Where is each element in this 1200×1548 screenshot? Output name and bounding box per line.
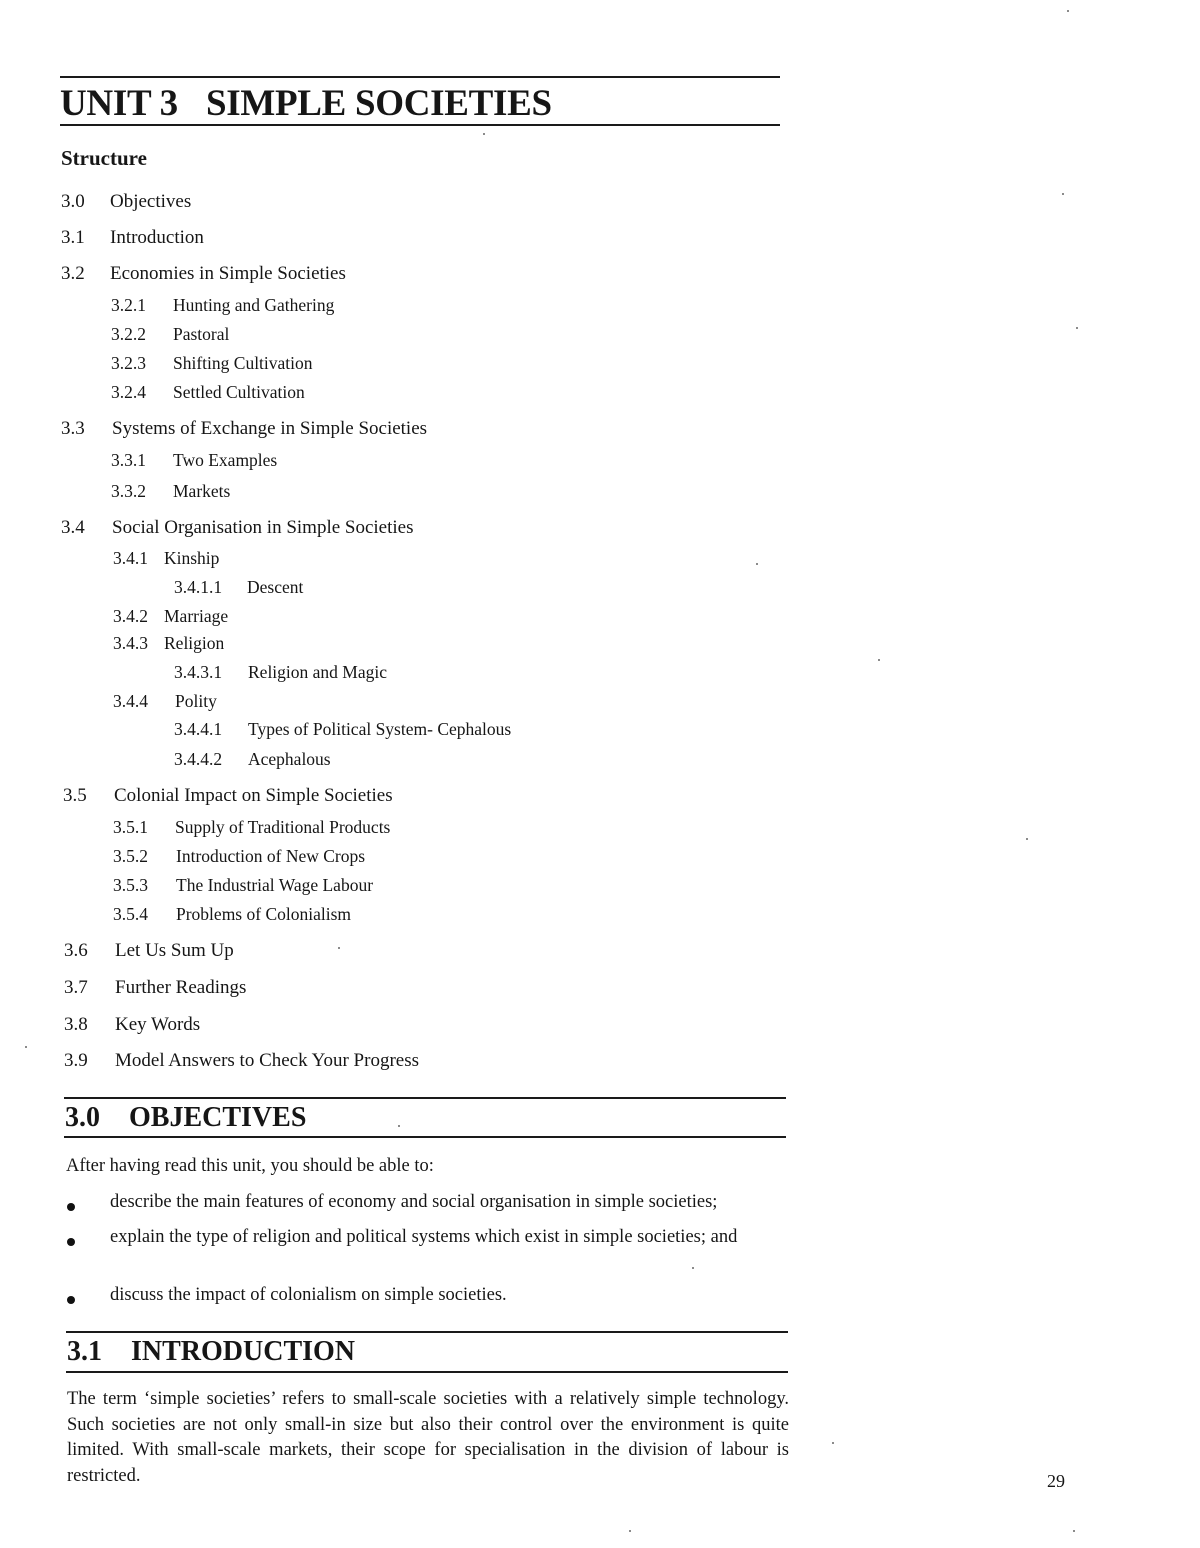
toc-number: 3.4.4.2 [174, 749, 223, 769]
bullet-icon [67, 1296, 75, 1304]
objectives-bullet: describe the main features of economy and social organisation in simple societies; [110, 1192, 718, 1212]
introduction-bottom-rule [66, 1371, 788, 1373]
toc-number: 3.3 [61, 418, 85, 439]
toc-number: 3.4.3.1 [174, 662, 223, 682]
toc-number: 3.2.1 [111, 295, 146, 315]
bullet-icon [67, 1203, 75, 1211]
toc-number: 3.2.4 [111, 382, 146, 402]
objectives-top-rule [64, 1097, 786, 1099]
toc-label: Social Organisation in Simple Societies [112, 517, 414, 538]
toc-number: 3.6 [64, 940, 88, 961]
toc-label: Shifting Cultivation [173, 353, 313, 373]
objectives-title: OBJECTIVES [129, 1102, 307, 1133]
toc-number: 3.3.2 [111, 481, 146, 501]
toc-label: Polity [175, 691, 217, 711]
toc-entry [63, 785, 393, 807]
toc-label: Economies in Simple Societies [110, 263, 346, 284]
toc-entry [61, 227, 204, 249]
toc-number: 3.8 [64, 1014, 88, 1035]
scan-speck [1073, 1530, 1075, 1532]
toc-number: 3.9 [64, 1050, 88, 1071]
toc-label: Religion and Magic [248, 662, 388, 682]
toc-entry [111, 450, 278, 471]
toc-number: 3.2.3 [111, 353, 146, 373]
toc-entry [111, 353, 313, 374]
introduction-top-rule [66, 1331, 788, 1333]
toc-entry [111, 295, 335, 316]
toc-label: Pastoral [173, 324, 230, 344]
toc-entry [111, 324, 230, 345]
toc-label: Objectives [110, 191, 192, 212]
toc-label: Supply of Traditional Products [175, 817, 391, 837]
scan-speck [878, 659, 880, 661]
toc-entry [64, 940, 234, 962]
scan-speck [1026, 838, 1028, 840]
objectives-number: 3.0 [65, 1102, 100, 1133]
toc-entry [113, 633, 225, 654]
toc-label: Religion [164, 633, 225, 653]
toc-entry [61, 517, 414, 539]
unit-number: UNIT 3 [60, 83, 178, 124]
toc-number: 3.5 [63, 785, 87, 806]
toc-entry [61, 418, 428, 440]
toc-entry [111, 382, 305, 403]
toc-label: Colonial Impact on Simple Societies [114, 785, 393, 806]
toc-label: Systems of Exchange in Simple Societies [112, 418, 428, 439]
toc-number: 3.5.3 [113, 875, 148, 895]
toc-number: 3.0 [61, 191, 85, 212]
toc-label: Let Us Sum Up [115, 940, 234, 961]
toc-entry [174, 749, 331, 770]
toc-entry [174, 577, 304, 598]
toc-entry [113, 691, 217, 712]
toc-entry [174, 719, 512, 740]
toc-number: 3.5.1 [113, 817, 148, 837]
scan-speck [832, 1442, 834, 1444]
toc-label: Descent [247, 577, 304, 597]
toc-number: 3.3.1 [111, 450, 146, 470]
scan-speck [25, 1046, 27, 1048]
objectives-heading [65, 1102, 306, 1134]
objectives-bullet: discuss the impact of colonialism on simple societies. [110, 1285, 507, 1305]
toc-entry [64, 1050, 419, 1072]
toc-label: Settled Cultivation [173, 382, 305, 402]
scan-speck [398, 1125, 400, 1127]
toc-label: Problems of Colonialism [176, 904, 351, 924]
toc-number: 3.4.2 [113, 606, 148, 626]
toc-number: 3.4.1 [113, 548, 148, 568]
toc-label: Further Readings [115, 977, 247, 998]
toc-number: 3.5.2 [113, 846, 148, 866]
toc-entry [64, 1014, 201, 1036]
toc-number: 3.1 [61, 227, 85, 248]
toc-number: 3.4.1.1 [174, 577, 223, 597]
structure-heading: Structure [61, 146, 147, 170]
scan-speck [692, 1267, 694, 1269]
introduction-heading [67, 1336, 355, 1368]
scan-speck [1062, 193, 1064, 195]
toc-label: The Industrial Wage Labour [176, 875, 374, 895]
toc-entry [61, 263, 346, 285]
toc-number: 3.4.3 [113, 633, 148, 653]
introduction-number: 3.1 [67, 1336, 102, 1367]
unit-bottom-rule [60, 124, 780, 126]
toc-number: 3.4.4.1 [174, 719, 223, 739]
scan-speck [756, 563, 758, 565]
toc-entry [113, 904, 351, 925]
toc-entry [113, 846, 366, 867]
toc-entry [61, 191, 192, 213]
objectives-intro: After having read this unit, you should be able to: [66, 1156, 434, 1176]
introduction-paragraph: The term ‘simple societies’ refers to small-scale societies with a relatively simple technology. Such societies are not only small-in size but also their control over the environment is quite limited. With small-scale markets, their scope for specialisation in the division of labour is restricted. [67, 1389, 789, 1486]
toc-number: 3.4.4 [113, 691, 148, 711]
toc-entry [174, 662, 388, 683]
page-number: 29 [1047, 1471, 1065, 1491]
scan-speck [483, 133, 485, 135]
toc-label: Marriage [164, 606, 229, 626]
toc-entry [64, 977, 247, 999]
scan-speck [338, 947, 340, 949]
unit-top-rule [60, 76, 780, 78]
toc-label: Model Answers to Check Your Progress [115, 1050, 419, 1071]
unit-name: SIMPLE SOCIETIES [206, 83, 552, 124]
toc-entry [113, 548, 220, 569]
toc-label: Hunting and Gathering [173, 295, 335, 315]
toc-label: Two Examples [173, 450, 278, 470]
scan-speck [1067, 10, 1069, 12]
scan-speck [1076, 327, 1078, 329]
toc-label: Kinship [164, 548, 220, 568]
toc-number: 3.5.4 [113, 904, 148, 924]
toc-entry [113, 817, 391, 838]
toc-label: Types of Political System- Cephalous [248, 719, 512, 739]
bullet-icon [67, 1238, 75, 1246]
toc-number: 3.7 [64, 977, 88, 998]
objectives-bottom-rule [64, 1136, 786, 1138]
toc-label: Acephalous [248, 749, 331, 769]
toc-label: Introduction [110, 227, 204, 248]
toc-number: 3.2.2 [111, 324, 146, 344]
scan-speck [629, 1530, 631, 1532]
introduction-title: INTRODUCTION [131, 1336, 356, 1367]
toc-number: 3.4 [61, 517, 85, 538]
toc-entry [113, 875, 374, 896]
toc-label: Introduction of New Crops [176, 846, 366, 866]
toc-label: Markets [173, 481, 231, 501]
objectives-bullet: explain the type of religion and political systems which exist in simple societies; and [110, 1227, 738, 1247]
unit-title [60, 82, 552, 125]
toc-entry [111, 481, 231, 502]
toc-entry [113, 606, 229, 627]
toc-label: Key Words [115, 1014, 201, 1035]
toc-number: 3.2 [61, 263, 85, 284]
